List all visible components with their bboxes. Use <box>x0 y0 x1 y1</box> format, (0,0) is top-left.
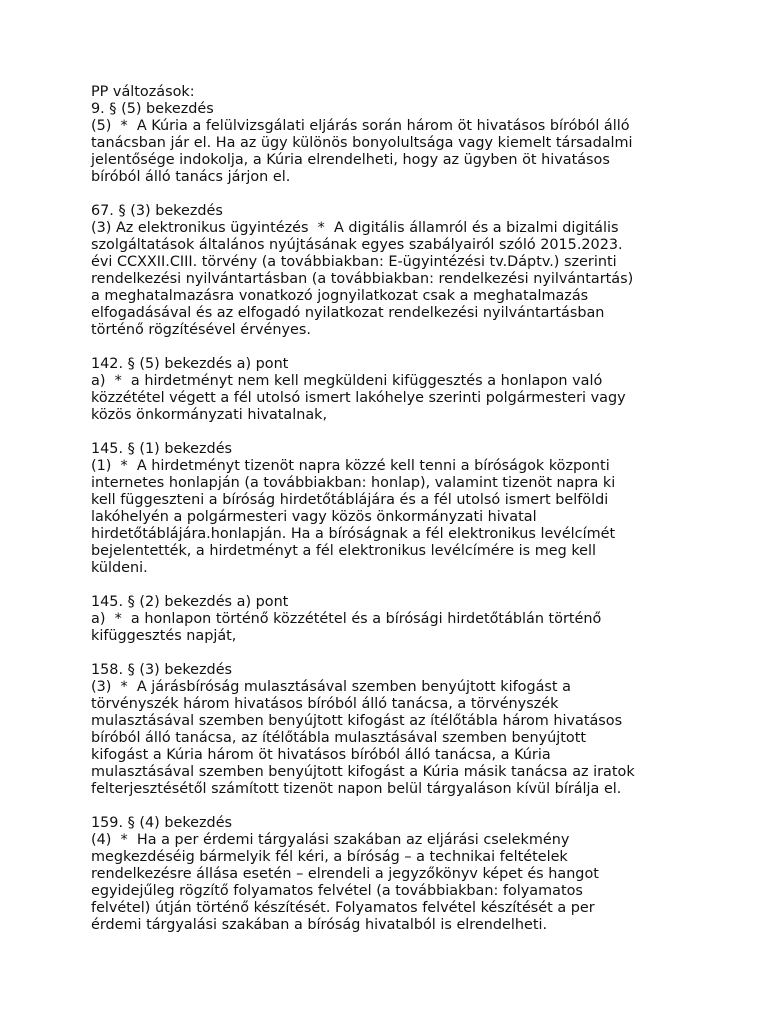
section-line: rendelkezésre állása esetén – elrendeli a jegyzőkönyv képet és hangot <box>91 866 599 882</box>
section-line: mulasztásával szemben benyújtott kifogást a Kúria másik tanácsa az iratok <box>91 764 635 780</box>
document-title: PP változások: <box>91 84 195 100</box>
section-line: internetes honlapján (a továbbiakban: honlap), valamint tizenöt napra ki <box>91 475 616 491</box>
section-line: a) * a honlapon történő közzététel és a bírósági hirdetőtáblán történő <box>91 611 602 627</box>
section-line: kifüggesztés napját, <box>91 628 237 644</box>
section-line: lakóhelyén a polgármesteri vagy közös önkormányzati hivatal <box>91 509 537 525</box>
section-line: törvényszék három hivatásos bíróból álló tanácsa, a törvényszék <box>91 696 559 712</box>
section-line: (1) * A hirdetményt tizenöt napra közzé kell tenni a bíróságok központi <box>91 458 610 474</box>
section-line: (5) * A Kúria a felülvizsgálati eljárás során három öt hivatásos bíróból álló <box>91 118 630 134</box>
section-line: felterjesztésétől számított tizenöt napon belül tárgyaláson kívül bírálja el. <box>91 781 622 797</box>
section-line: évi CCXXII.CIII. törvény (a továbbiakban: E-ügyintézési tv.Dáptv.) szerinti <box>91 254 617 270</box>
document-page <box>91 84 751 934</box>
section-line: küldeni. <box>91 560 148 576</box>
section-line: történő rögzítésével érvényes. <box>91 322 311 338</box>
section-line: érdemi tárgyalási szakában a bíróság hivatalból is elrendelheti. <box>91 917 548 933</box>
section-line: kifogást a Kúria három öt hivatásos bíróból álló tanácsa, a Kúria <box>91 747 551 763</box>
section-heading-145-2-a: 145. § (2) bekezdés a) pont <box>91 594 289 610</box>
section-line: megkezdéséig bármelyik fél kéri, a bíróság – a technikai feltételek <box>91 849 568 865</box>
section-line: hirdetőtáblájára.honlapján. Ha a bíróságnak a fél elektronikus levélcímét <box>91 526 616 542</box>
section-line: tanácsban jár el. Ha az ügy különös bonyolultsága vagy kiemelt társadalmi <box>91 135 633 151</box>
section-line: közös önkormányzati hivatalnak, <box>91 407 328 423</box>
section-heading-67-3: 67. § (3) bekezdés <box>91 203 223 219</box>
section-line: szolgáltatások általános nyújtásának egyes szabályairól szóló 2015.2023. <box>91 237 623 253</box>
section-line: jelentősége indokolja, a Kúria elrendelheti, hogy az ügyben öt hivatásos <box>91 152 610 168</box>
section-line: (4) * Ha a per érdemi tárgyalási szakában az eljárási cselekmény <box>91 832 570 848</box>
section-line: rendelkezési nyilvántartásban (a továbbiakban: rendelkezési nyilvántartás) <box>91 271 634 287</box>
section-line: felvétel) útján történő készítését. Folyamatos felvétel készítését a per <box>91 900 595 916</box>
section-line: kell függeszteni a bíróság hirdetőtáblájára és a fél utolsó ismert belföldi <box>91 492 609 508</box>
section-line: (3) Az elektronikus ügyintézés * A digitális államról és a bizalmi digitális <box>91 220 619 236</box>
section-145-2-a <box>91 594 751 645</box>
document-intro <box>91 84 751 186</box>
section-heading-158-3: 158. § (3) bekezdés <box>91 662 233 678</box>
section-line: közzététel végett a fél utolsó ismert lakóhelye szerinti polgármesteri vagy <box>91 390 626 406</box>
section-line: bíróból álló tanács járjon el. <box>91 169 291 185</box>
section-line: bíróból álló tanácsa, az ítélőtábla mulasztásával szemben benyújtott <box>91 730 587 746</box>
section-heading-9-5: 9. § (5) bekezdés <box>91 101 214 117</box>
section-line: (3) * A járásbíróság mulasztásával szemben benyújtott kifogást a <box>91 679 571 695</box>
section-line: bejelentették, a hirdetményt a fél elektronikus levélcímére is meg kell <box>91 543 596 559</box>
section-159-4 <box>91 815 751 934</box>
section-line: a) * a hirdetményt nem kell megküldeni kifüggesztés a honlapon való <box>91 373 603 389</box>
section-145-1 <box>91 441 751 577</box>
section-67-3 <box>91 203 751 339</box>
section-heading-142-5-a: 142. § (5) bekezdés a) pont <box>91 356 289 372</box>
section-line: elfogadásával és az elfogadó nyilatkozat rendelkezési nyilvántartásban <box>91 305 605 321</box>
section-heading-159-4: 159. § (4) bekezdés <box>91 815 233 831</box>
section-line: egyidejűleg rögzítő folyamatos felvétel (a továbbiakban: folyamatos <box>91 883 583 899</box>
section-158-3 <box>91 662 751 798</box>
section-heading-145-1: 145. § (1) bekezdés <box>91 441 233 457</box>
section-line: mulasztásával szemben benyújtott kifogást az ítélőtábla három hivatásos <box>91 713 623 729</box>
section-line: a meghatalmazásra vonatkozó jognyilatkozat csak a meghatalmazás <box>91 288 589 304</box>
section-142-5-a <box>91 356 751 424</box>
